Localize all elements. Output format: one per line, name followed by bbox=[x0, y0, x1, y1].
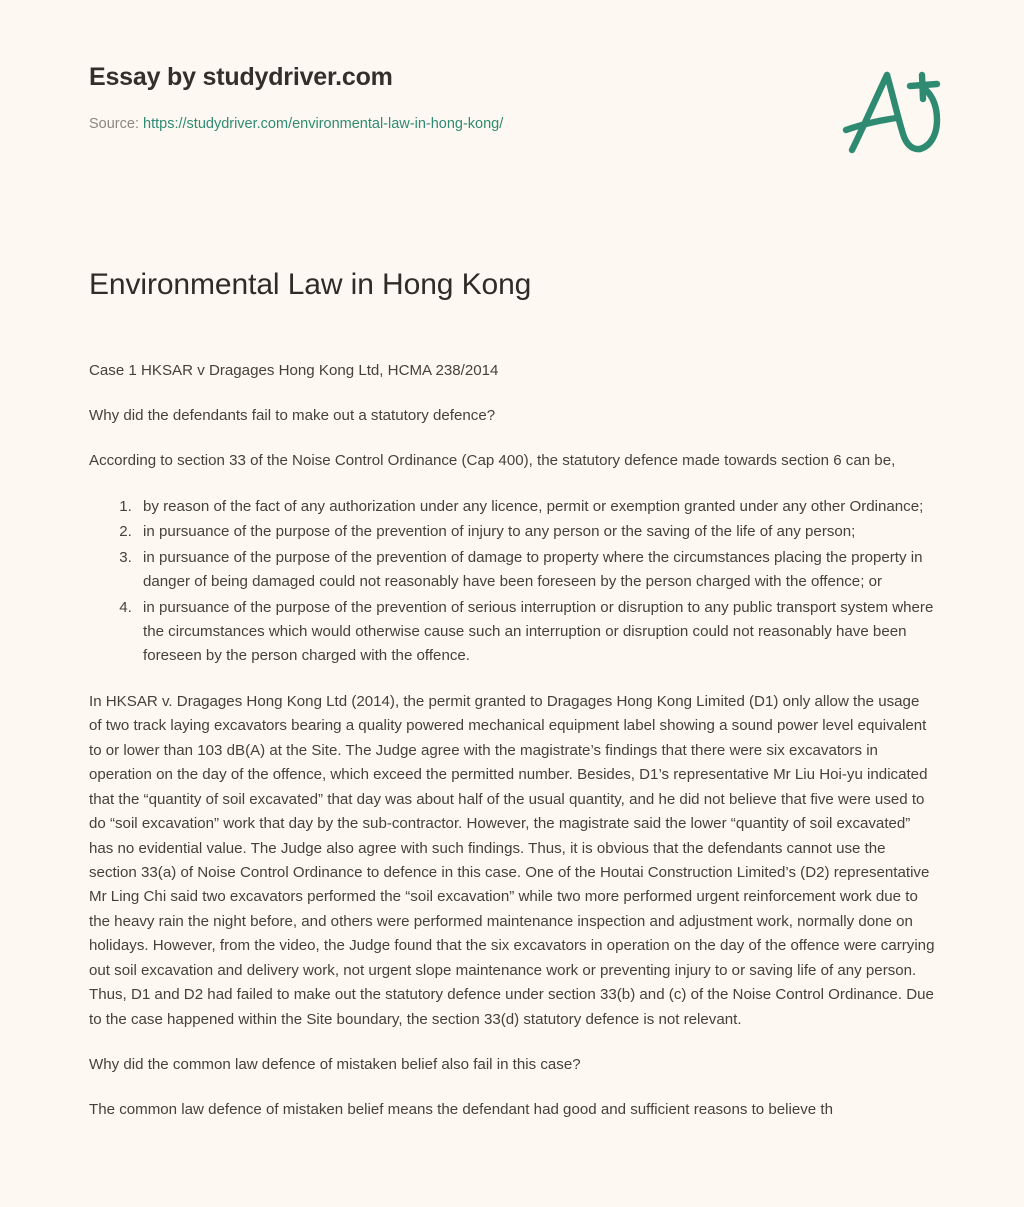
list-item: 4. in pursuance of the purpose of the prevention of serious interruption or disruption to any public transport system where the circumstances which would otherwise cause such an interruption or disruption could not reasonably have been foreseen by the person charged with the offence. bbox=[136, 596, 935, 669]
source-line bbox=[89, 114, 954, 134]
analysis-paragraph: In HKSAR v. Dragages Hong Kong Ltd (2014), the permit granted to Dragages Hong Kong Limited (D1) only allow the usage of two track laying excavators bearing a quality powered mechanical equipment label showing a sound power level equivalent to or lower than 103 dB(A) at the Site. The Judge agree with the magistrate’s findings that there were six excavators in operation on the day of the offence, which exceed the permitted number. Besides, D1’s representative Mr Liu Hoi-yu indicated that the “quantity of soil excavated” that day was about half of the usual quantity, and he did not believe that five were used to do “soil excavation” work that day by the sub-contractor. However, the magistrate said the lower “quantity of soil excavated” has no evidential value. The Judge also agree with such findings. Thus, it is obvious that the defendants cannot use the section 33(a) of Noise Control Ordinance to defence in this case. One of the Houtai Construction Limited’s (D2) representative Mr Ling Chi said two excavators performed the “soil excavation” while two more performed urgent reinforcement work due to the heavy rain the night before, and others were performed maintenance inspection and adjustment work, normally done on holidays. However, from the video, the Judge found that the six excavators in operation on the day of the offence were carrying out soil excavation and delivery work, not urgent slope maintenance work or preventing injury to or saving life of any person. Thus, D1 and D2 had failed to make out the statutory defence under section 33(b) and (c) of the Noise Control Ordinance. Due to the case happened within the Site boundary, the section 33(d) statutory defence is not relevant. bbox=[89, 692, 935, 1028]
closing-paragraph: The common law defence of mistaken belief means the defendant had good and sufficient reasons to believe th bbox=[89, 1101, 833, 1119]
a-plus-logo-glyph bbox=[840, 58, 948, 162]
list-item: 2. in pursuance of the purpose of the prevention of injury to any person or the saving of the life of any person; bbox=[136, 520, 935, 544]
case-heading: Case 1 HKSAR v Dragages Hong Kong Ltd, HCMA 238/2014 bbox=[89, 361, 499, 379]
a-plus-logo-icon bbox=[840, 58, 948, 162]
intro-paragraph: According to section 33 of the Noise Control Ordinance (Cap 400), the statutory defence made towards section 6 can be, bbox=[89, 452, 896, 470]
question-one: Why did the defendants fail to make out a statutory defence? bbox=[89, 406, 496, 424]
document-header bbox=[0, 0, 1024, 180]
source-label: Source: bbox=[89, 116, 139, 132]
source-url-link[interactable]: https://studydriver.com/environmental-law-in-hong-kong/ bbox=[143, 116, 504, 132]
statutory-defence-list bbox=[89, 495, 935, 669]
article-container bbox=[0, 180, 1024, 1123]
page-title: Environmental Law in Hong Kong bbox=[89, 268, 532, 301]
question-two: Why did the common law defence of mistaken belief also fail in this case? bbox=[89, 1056, 581, 1073]
article-body bbox=[89, 304, 935, 1123]
list-item: 3. in pursuance of the purpose of the prevention of damage to property where the circumstances placing the property in danger of being damaged could not reasonably have been foreseen by the person charged with the offence; or bbox=[136, 546, 935, 595]
brand-title: Essay by studydriver.com bbox=[89, 63, 393, 91]
list-item: 1. by reason of the fact of any authorization under any licence, permit or exemption granted under any other Ordinance; bbox=[136, 495, 935, 519]
